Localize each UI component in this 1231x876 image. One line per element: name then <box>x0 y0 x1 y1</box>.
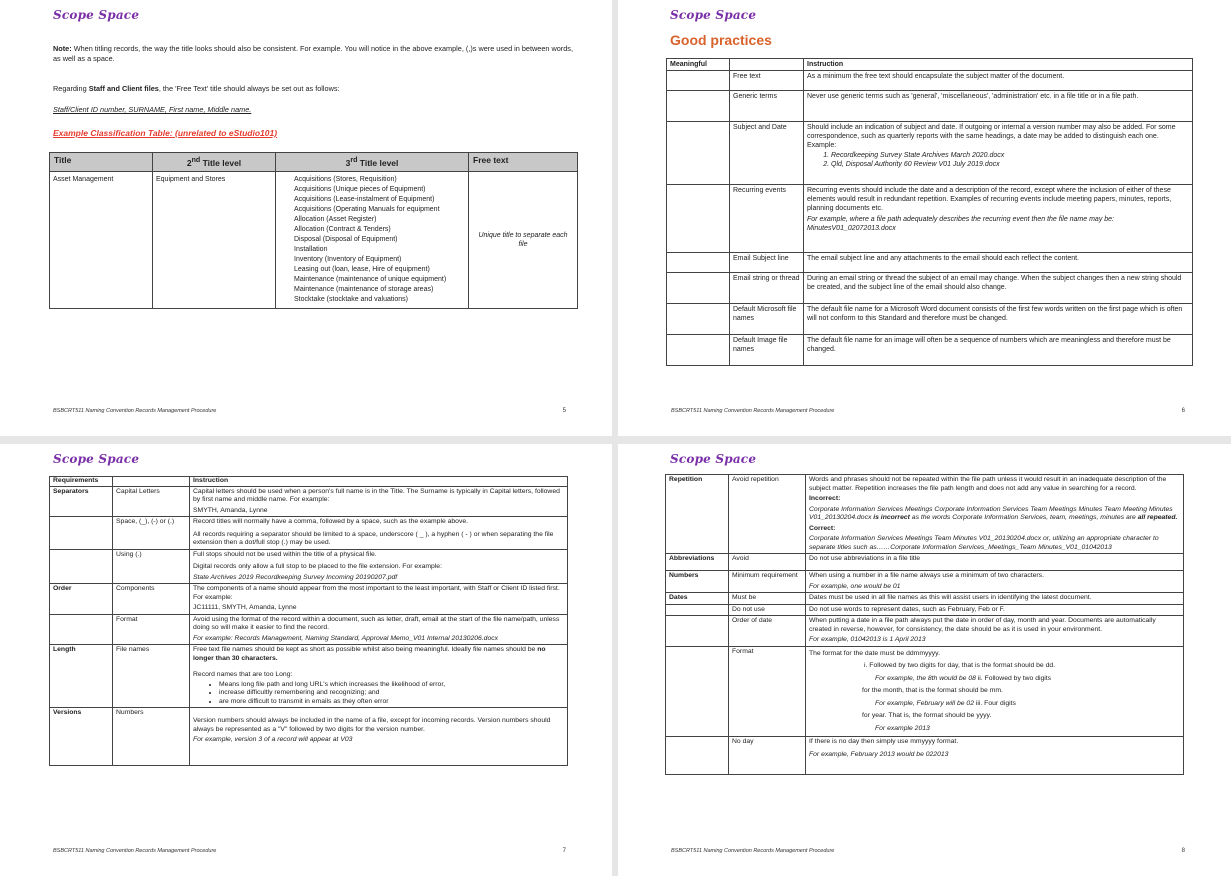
regarding-paragraph: Regarding Staff and Client files, the 'Free Text' title should always be set out as follows: <box>53 84 340 93</box>
req-numbers: Numbers <box>666 571 729 593</box>
sub-capital-letters: Capital Letters <box>113 486 190 517</box>
sub-no-day: No day <box>729 737 806 775</box>
header-2nd-level: 2nd Title level <box>153 153 276 172</box>
instr-avoid-repetition: Words and phrases should not be repeated within the file path unless it would result in an inadequate description of the subject matter. Repetition increases the file path length and does not add any value in searching for a record. Incorrect: Corporate Information Services Meetings Corporate Information Services Team Meetings Minutes Team Meeting Minutes V01_20130204.docx is incorrect as the words Corporate Information Services, team, meetings, minutes are all repeated. Correct: Corporate Information Services Meetings Team Minutes V01_20130204.docx or, utilizing an appropriate character to separate titles such as……Corporate Information Services_Meetings_Team Minutes_V01_01042013 <box>806 475 1184 554</box>
instr-email-subject: The email subject line and any attachments to the email should each reflect the content. <box>804 253 1193 273</box>
term-email-thread: Email string or thread <box>730 273 804 304</box>
logo: Scope Space <box>53 452 140 466</box>
sub-must-be: Must be <box>729 593 806 605</box>
instr-default-image: The default file name for an image will often be a sequence of numbers which are meaningless and therefore must be changed. <box>804 335 1193 366</box>
page-8 <box>618 444 1231 876</box>
instr-recurring-events: Recurring events should include the date and a description of the record, except where the inclusion of either of these elements would result in redundant repetition. Examples of recurring events include meeting papers, minutes, reports, planning documents etc. For example, where a file path adequately describes the recurring event then the file name may be: MinutesV01_02072013.docx <box>804 185 1193 253</box>
sub-avoid: Avoid <box>729 554 806 571</box>
cell-3rd-level: Acquisitions (Stores, Requisition) Acquisitions (Unique pieces of Equipment) Acquisitions (Lease-instalment of Equipment) Acquisitions (Operating Manuals for equipment Allocation (Asset Register) Allocation (Contract & Tenders) Disposal (Disposal of Equipment) Installation Inventory (Inventory of Equipment) Leasing out (loan, lease, Hire of equipment) Maintenance (maintenance of unique equipment) Maintenance (maintenance of storage areas) Stocktake (stocktake and valuations) <box>276 171 469 308</box>
sub-do-not-use: Do not use <box>729 604 806 616</box>
term-default-image: Default Image file names <box>730 335 804 366</box>
footer: BSBCRT511 Naming Convention Records Management Procedure <box>671 848 835 854</box>
format-line: Staff/Client ID number, SURNAME, First name, Middle name. <box>53 105 252 114</box>
classification-table <box>49 152 578 309</box>
rules-table <box>665 474 1184 775</box>
term-recurring-events: Recurring events <box>730 185 804 253</box>
good-practices-table <box>666 58 1193 366</box>
footer: BSBCRT511 Naming Convention Records Management Procedure <box>53 408 217 414</box>
sub-using-dot: Using (.) <box>113 549 190 584</box>
req-order: Order <box>50 584 113 615</box>
instr-format: Avoid using the format of the record within a document, such as letter, draft, email at the start of the file name/path, unless doing so will make it easier to find the record. For example: Records Management, Naming Standard, Approval Memo_V01 Internal 20130206.docx <box>190 614 568 645</box>
instr-format: The format for the date must be ddmmyyyy. i. Followed by two digits for day, that is the format should be dd. For example, the 8th would be 08 ii. Followed by two digits for the month, that is the format should be mm. For example, February will be 02 iii. Four digits for year. That is, the format should be yyyy. For example 2013 <box>806 646 1184 737</box>
req-versions: Versions <box>50 708 113 766</box>
instr-avoid: Do not use abbreviations in a file title <box>806 554 1184 571</box>
sub-components: Components <box>113 584 190 615</box>
header-3rd-level: 3rd Title level <box>276 153 469 172</box>
sub-file-names: File names <box>113 645 190 708</box>
sub-numbers: Numbers <box>113 708 190 766</box>
instr-order-of-date: When putting a date in a file path always put the date in order of day, month and year. Documents are automatically created in reverse, however, for consistency, the date should be as it is used in your environment. For example, 01042013 is 1 April 2013 <box>806 616 1184 647</box>
term-free-text: Free text <box>730 71 804 91</box>
header-free-text: Free text <box>469 153 578 172</box>
instr-using-dot: Full stops should not be used within the title of a physical file. Digital records only allow a full stop to be placed to the file extension. For example: State Archives 2019 Recordkeeping Survey Incoming 20190207.pdf <box>190 549 568 584</box>
instr-generic-terms: Never use generic terms such as 'general', 'miscellaneous', 'administration' etc. in a file title or in a file path. <box>804 91 1193 122</box>
header-empty <box>113 477 190 487</box>
instr-minimum: When using a number in a file name always use a minimum of two characters. For example, one would be 01 <box>806 571 1184 593</box>
cell-2nd-level: Equipment and Stores <box>153 171 276 308</box>
instr-default-microsoft: The default file name for a Microsoft Word document consists of the first few words written on the first page which is often will not conform to this Standard and therefore must be changed. <box>804 304 1193 335</box>
term-email-subject: Email Subject line <box>730 253 804 273</box>
instr-no-day: If there is no day then simply use mmyyyy format. For example, February 2013 would be 022013 <box>806 737 1184 775</box>
sub-format: Format <box>113 614 190 645</box>
req-dates: Dates <box>666 593 729 605</box>
instr-email-thread: During an email string or thread the subject of an email may change. When the subject changes then a new string should be created, and the subject line of the email should also change. <box>804 273 1193 304</box>
req-repetition: Repetition <box>666 475 729 554</box>
section-heading: Good practices <box>670 32 772 48</box>
header-requirements: Requirements <box>50 477 113 487</box>
header-title: Title <box>50 153 153 172</box>
page-6 <box>618 0 1231 436</box>
page-number: 7 <box>562 848 566 854</box>
logo: Scope Space <box>670 452 757 466</box>
cell-title: Asset Management <box>50 171 153 308</box>
cell-free-text: Unique title to separate each file <box>469 171 578 308</box>
footer: BSBCRT511 Naming Convention Records Management Procedure <box>53 848 217 854</box>
term-default-microsoft: Default Microsoft file names <box>730 304 804 335</box>
instr-capital-letters: Capital letters should be used when a person's full name is in the Title. The Surname is typically in Capital letters, followed by first name and middle name. For example: SMYTH, Amanda, Lynne <box>190 486 568 517</box>
req-length: Length <box>50 645 113 708</box>
instr-must-be: Dates must be used in all file names as this will assist users in identifying the latest document. <box>806 593 1184 605</box>
instr-do-not-use: Do not use words to represent dates, such as February, Feb or F. <box>806 604 1184 616</box>
req-separators: Separators <box>50 486 113 517</box>
sub-format: Format <box>729 646 806 737</box>
sub-order-of-date: Order of date <box>729 616 806 647</box>
logo: Scope Space <box>53 8 140 22</box>
requirements-table <box>49 476 568 766</box>
page-7 <box>0 444 612 876</box>
page-5 <box>0 0 612 436</box>
instr-file-names: Free text file names should be kept as short as possible whilst also being meaningful. Ideally file names should be no longer than 30 characters. Record names that are too Long: • Means long file path and long URL's which increases the likelihood of error, • increase difficultly remembering and recognizing; and • are more difficult to transmit in emails as they often error <box>190 645 568 708</box>
instr-subject-date: Should include an indication of subject and date. If outgoing or internal a version number may also be added. For some correspondence, such as quarterly reports with the same headings, a date may be added to distinguish each one. Example: 1. Recordkeeping Survey State Archives March 2020.docx 2. Qld, Disposal Authority 60 Review V01 July 2019.docx <box>804 122 1193 185</box>
logo: Scope Space <box>670 8 757 22</box>
sub-avoid-repetition: Avoid repetition <box>729 475 806 554</box>
note-paragraph: Note: When titling records, the way the title looks should also be consistent. For example. You will notice in the above example, (,)s were used in between words, as well as a space. <box>53 44 573 63</box>
term-subject-date: Subject and Date <box>730 122 804 185</box>
sub-space: Space, (_), (-) or (.) <box>113 517 190 550</box>
header-meaningful: Meaningful <box>667 59 730 71</box>
footer: BSBCRT511 Naming Convention Records Management Procedure <box>671 408 835 414</box>
req-abbreviations: Abbreviations <box>666 554 729 571</box>
instr-space: Record titles will normally have a comma, followed by a space, such as the example above. All records requiring a separator should be limited to a space, underscore ( _ ), a hyphen ( - ) or when separating the file extension then a dot/full stop (.) may be used. <box>190 517 568 550</box>
header-empty <box>730 59 804 71</box>
instr-free-text: As a minimum the free text should encapsulate the subject matter of the document. <box>804 71 1193 91</box>
sub-minimum: Minimum requirement <box>729 571 806 593</box>
instr-components: The components of a name should appear from the most important to the least important, with Staff or Client ID listed first. For example: JC11111, SMYTH, Amanda, Lynne <box>190 584 568 615</box>
header-instruction: Instruction <box>190 477 568 487</box>
header-instruction: Instruction <box>804 59 1193 71</box>
page-number: 8 <box>1181 848 1185 854</box>
term-generic-terms: Generic terms <box>730 91 804 122</box>
instr-numbers: Version numbers should always be included in the name of a file, except for incoming records. Version numbers should always be represented as a "V" followed by two digits for the version number. For example, version 3 of a record will appear at V03 <box>190 708 568 766</box>
table-title: Example Classification Table: (unrelated to eStudio101) <box>53 128 278 138</box>
page-number: 6 <box>1181 408 1185 414</box>
page-number: 5 <box>562 408 566 414</box>
